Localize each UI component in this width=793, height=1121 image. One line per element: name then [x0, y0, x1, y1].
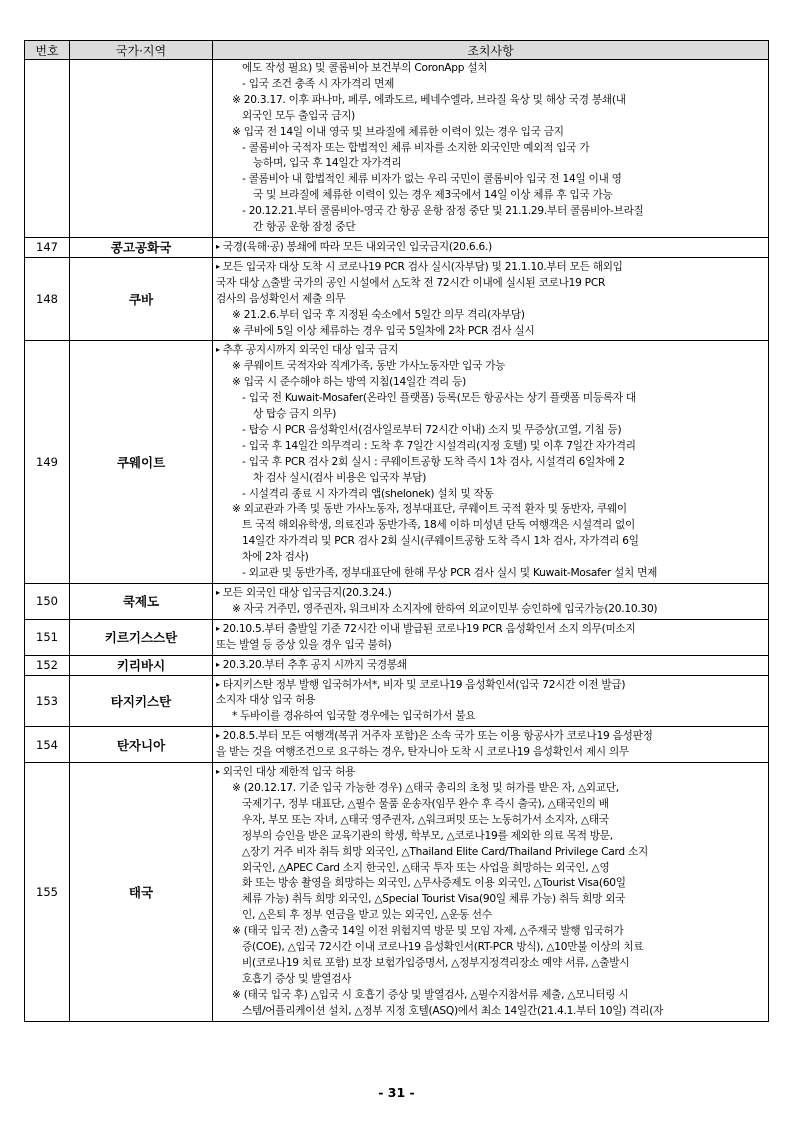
measure-line [216, 156, 764, 172]
measures-cell [213, 763, 769, 1022]
table-row [25, 257, 769, 341]
triangle-bullet-icon: ▸ [216, 241, 220, 251]
measure-line [216, 781, 764, 797]
measure-line [216, 956, 764, 972]
measure-line [216, 125, 764, 141]
measure-text: 스템/어플리케이션 설치, △정부 지정 호텔(ASQ)에서 최소 14일간(21.4.1.부터 10일) 격리(자 [242, 1004, 664, 1017]
measure-line [216, 276, 764, 292]
row-number: 152 [25, 655, 70, 675]
table-row [25, 60, 769, 238]
measure-line [216, 391, 764, 407]
measure-text: 14일간 자가격리 및 PCR 검사 2회 실시(쿠웨이트공항 도착 즉시 1차 검사, 자가격리 6일 [242, 535, 639, 548]
measure-text: ※ (20.12.17. 기준 입국 가능한 경우) △태국 총리의 초청 및 허가를 받은 자, △외교단, [232, 781, 619, 794]
table-row [25, 727, 769, 763]
table-row [25, 584, 769, 620]
measure-text: 검사의 음성확인서 제출 의무 [216, 292, 346, 305]
measure-text: 상 탑승 금지 의무) [253, 408, 337, 421]
measure-line [216, 239, 764, 256]
measure-line [216, 845, 764, 861]
header-no: 번호 [25, 41, 70, 60]
table-header-row [25, 41, 769, 60]
measure-text: 화 또는 방송 촬영을 희망하는 외국인, △무사증제도 이용 외국인, △Tourist Visa(60일 [242, 877, 626, 890]
table-row [25, 237, 769, 257]
measure-line [216, 550, 764, 566]
measure-line [216, 502, 764, 518]
measure-text: 외국인, △APEC Card 소지 한국인, △태국 투자 또는 사업을 희망하는 외국인, △영 [242, 861, 610, 874]
country-name: 쿡제도 [70, 584, 213, 620]
measure-text: 인, △은퇴 후 정부 연금을 받고 있는 외국인, △운동 선수 [242, 909, 492, 922]
measure-text: 우자, 부모 또는 자녀, △태국 영주권자, △워크퍼밋 또는 노동허가서 소지자, △태국 [242, 813, 609, 826]
measure-text: 능하며, 입국 후 14일간 자가격리 [253, 157, 402, 170]
measure-text: 국경(육해·공) 봉쇄에 따라 모든 내외국인 입국금지(20.6.6.) [222, 240, 492, 253]
measure-line [216, 518, 764, 534]
row-number: 154 [25, 727, 70, 763]
table-row [25, 675, 769, 727]
measure-text: - 입국 조건 충족 시 자가격리 면제 [242, 77, 395, 90]
measure-line [216, 109, 764, 125]
measure-line [216, 455, 764, 471]
measure-text: 비(코로나19 치료 포함) 보장 보험가입증명서, △정부지정격리장소 예약 서류, △출발시 [242, 956, 630, 969]
measure-line [216, 220, 764, 236]
table-row [25, 763, 769, 1022]
measure-line [216, 797, 764, 813]
measure-text: ※ 21.2.6.부터 입국 후 지정된 숙소에서 5일간 의무 격리(자부담) [232, 308, 525, 321]
measure-line [216, 1004, 764, 1020]
measure-text: 모든 입국자 대상 도착 시 코로나19 PCR 검사 실시(자부담) 및 21.1.10.부터 모든 해외입 [222, 260, 623, 273]
measure-line [216, 292, 764, 308]
measure-line [216, 359, 764, 375]
measure-text: 추후 공지시까지 외국인 대상 입국 금지 [222, 344, 399, 357]
header-measures: 조치사항 [213, 41, 769, 60]
measures-cell [213, 727, 769, 763]
measure-line [216, 308, 764, 324]
measure-text: - 입국 후 PCR 검사 2회 실시 : 쿠웨이트공항 도착 즉시 1차 검사, 시설격리 6일차에 2 [242, 455, 625, 468]
triangle-bullet-icon: ▸ [216, 767, 220, 777]
measures-table [24, 40, 769, 1022]
measure-line [216, 534, 764, 550]
measure-line [216, 324, 764, 340]
triangle-bullet-icon: ▸ [216, 345, 220, 355]
country-name: 쿠웨이트 [70, 341, 213, 584]
measures-cell [213, 655, 769, 675]
measure-line [216, 602, 764, 618]
table-body [25, 60, 769, 1022]
measure-line [216, 709, 764, 725]
table-row [25, 619, 769, 655]
measure-line [216, 728, 764, 745]
measure-line [216, 621, 764, 638]
measure-text: △장기 거주 비자 취득 희망 외국인, △Thailand Elite Card/Thailand Privilege Card 소지 [242, 845, 648, 858]
measure-line [216, 657, 764, 674]
table-row [25, 655, 769, 675]
triangle-bullet-icon: ▸ [216, 588, 220, 597]
measure-text: - 입국 후 14일간 의무격리 : 도착 후 7일간 시설격리(지정 호텔) 및 이후 7일간 자가격리 [242, 439, 636, 452]
country-name: 타지키스탄 [70, 675, 213, 727]
measure-text: - 콜롬비아 내 합법적인 체류 비자가 없는 우리 국민이 콜롬비아 입국 전 14일 이내 영 [242, 173, 622, 186]
measures-cell [213, 675, 769, 727]
measure-line [216, 876, 764, 892]
triangle-bullet-icon: ▸ [216, 623, 220, 633]
measure-line [216, 764, 764, 781]
measure-line [216, 861, 764, 877]
measure-line [216, 677, 764, 694]
measure-text: 정부의 승인을 받은 교육기관의 학생, 학부모, △코로나19를 제외한 의료 목적 방문, [242, 829, 613, 842]
measure-text: ※ 쿠웨이트 국적자와 직계가족, 동반 가사노동자만 입국 가능 [232, 360, 506, 373]
measure-line [216, 924, 764, 940]
country-name [70, 60, 213, 238]
measure-text: 체류 가능) 취득 희망 외국인, △Special Tourist Visa(90일 체류 가능) 취득 희망 외국 [242, 893, 626, 906]
row-number [25, 60, 70, 238]
row-number: 155 [25, 763, 70, 1022]
measure-text: 또는 발열 등 증상 있을 경우 입국 불허) [216, 638, 392, 651]
measure-line [216, 407, 764, 423]
measure-line [216, 487, 764, 503]
measure-text: 소지자 대상 입국 허용 [216, 694, 316, 707]
measure-line [216, 204, 764, 220]
measure-text: 차에 2차 검사) [242, 551, 309, 564]
measures-cell [213, 341, 769, 584]
triangle-bullet-icon: ▸ [216, 659, 220, 669]
measure-line [216, 141, 764, 157]
measure-line [216, 93, 764, 109]
measures-cell [213, 584, 769, 620]
measure-line [216, 972, 764, 988]
measure-line [216, 908, 764, 924]
measure-text: - 입국 전 Kuwait-Mosafer(온라인 플랫폼) 등록(모든 항공사는 상기 플랫폼 미등록자 대 [242, 392, 636, 405]
country-name: 콩고공화국 [70, 237, 213, 257]
measure-line [216, 172, 764, 188]
measure-line [216, 693, 764, 709]
measure-text: ※ 입국 시 준수해야 하는 방역 지침(14일간 격리 등) [232, 376, 467, 389]
measure-line [216, 342, 764, 359]
country-name: 키르기스스탄 [70, 619, 213, 655]
page-number: - 31 - [378, 1085, 415, 1100]
measure-line [216, 940, 764, 956]
table-row [25, 341, 769, 584]
measure-line [216, 375, 764, 391]
measure-text: ※ 쿠바에 5일 이상 체류하는 경우 입국 5일차에 2차 PCR 검사 실시 [232, 324, 535, 337]
header-country: 국가·지역 [70, 41, 213, 60]
measure-line [216, 988, 764, 1004]
row-number: 153 [25, 675, 70, 727]
measure-text: - 콜롬비아 국적자 또는 합법적인 체류 비자를 소지한 외국인만 예외적 입국 가 [242, 141, 590, 154]
measure-text: ※ (태국 입국 후) △입국 시 호흡기 증상 및 발열검사, △필수지참서류 제출, △모니터링 시 [232, 988, 629, 1001]
measure-line [216, 77, 764, 93]
row-number: 147 [25, 237, 70, 257]
measure-text: 호흡기 증상 및 발열검사 [242, 972, 352, 985]
measure-line [216, 439, 764, 455]
measure-text: - 20.12.21.부터 콜롬비아-영국 간 항공 운항 잠정 중단 및 21.1.29.부터 콜롬비아-브라질 [242, 205, 644, 218]
measure-text: - 탑승 시 PCR 음성확인서(검사일로부터 72시간 이내) 소지 및 무증상(고열, 기침 등) [242, 423, 622, 436]
row-number: 148 [25, 257, 70, 341]
measure-text: 증(COE), △입국 72시간 이내 코로나19 음성확인서(RT-PCR 방식), △10만불 이상의 치료 [242, 941, 644, 954]
row-number: 150 [25, 584, 70, 620]
measure-text: 국 및 브라질에 체류한 이력이 있는 경우 제3국에서 14일 이상 체류 후 입국 가능 [253, 189, 613, 202]
triangle-bullet-icon: ▸ [216, 731, 220, 741]
triangle-bullet-icon: ▸ [216, 261, 220, 271]
measure-text: 20.3.20.부터 추후 공지 시까지 국경봉쇄 [222, 658, 407, 671]
measure-text: 간 항공 운항 잠정 중단 [253, 221, 356, 234]
measure-line [216, 745, 764, 761]
measure-text: 외국인 대상 제한적 입국 허용 [222, 766, 356, 779]
measure-text: 모든 외국인 대상 입국금지(20.3.24.) [222, 587, 392, 599]
measure-text: - 외교관 및 동반가족, 정부대표단에 한해 무상 PCR 검사 실시 및 Kuwait-Mosafer 설치 면제 [242, 567, 658, 580]
measure-line [216, 585, 764, 602]
measure-line [216, 259, 764, 276]
row-number: 149 [25, 341, 70, 584]
measure-line [216, 566, 764, 582]
country-name: 탄자니아 [70, 727, 213, 763]
measure-text: 트 국적 해외유학생, 의료진과 동반가족, 18세 이하 미성년 단독 여행객은 시설격리 없이 [242, 519, 635, 532]
measure-line [216, 188, 764, 204]
measure-text: ※ 20.3.17. 이후 파나마, 페루, 에콰도르, 베네수엘라, 브라질 육상 및 해상 국경 봉쇄(내 [232, 93, 626, 106]
measure-line [216, 423, 764, 439]
measures-cell [213, 237, 769, 257]
measure-line [216, 813, 764, 829]
measure-line [216, 829, 764, 845]
measures-cell [213, 257, 769, 341]
measure-text: 차 검사 실시(검사 비용은 입국자 부담) [253, 471, 427, 484]
country-name: 키리바시 [70, 655, 213, 675]
measure-text: * 두바이를 경유하여 입국할 경우에는 입국허가서 불요 [232, 710, 476, 723]
measure-text: 에도 작성 필요) 및 콜롬비아 보건부의 CoronApp 설치 [242, 62, 488, 74]
triangle-bullet-icon: ▸ [216, 679, 220, 689]
measure-line [216, 61, 764, 77]
country-name: 태국 [70, 763, 213, 1022]
measure-text: 국제기구, 정부 대표단, △필수 물품 운송자(임무 완수 후 즉시 출국), △태국인의 배 [242, 797, 609, 810]
measure-text: 국자 대상 △출발 국가의 공인 시설에서 △도착 전 72시간 이내에 실시된 코로나19 PCR [216, 276, 606, 289]
measure-text: ※ 입국 전 14일 이내 영국 및 브라질에 체류한 이력이 있는 경우 입국 금지 [232, 125, 564, 138]
measure-line [216, 471, 764, 487]
measure-text: 외국인 모두 출입국 금지) [242, 109, 356, 122]
measure-text: ※ 외교관과 가족 및 동반 가사노동자, 정부대표단, 쿠웨이트 국적 환자 및 동반자, 쿠웨이 [232, 503, 627, 516]
measure-text: - 시설격리 종료 시 자가격리 앱(shelonek) 설치 및 작동 [242, 487, 494, 500]
measure-text: ※ (태국 입국 전) △출국 14일 이전 위험지역 방문 및 모임 자제, △주재국 발행 입국허가 [232, 925, 624, 938]
measure-line [216, 892, 764, 908]
measure-text: 을 받는 것을 여행조건으로 요구하는 경우, 탄자니아 도착 시 코로나19 음성확인서 제시 의무 [216, 746, 629, 759]
measures-cell [213, 619, 769, 655]
measure-text: 20.10.5.부터 출발일 기준 72시간 이내 발급된 코로나19 PCR 음성확인서 소지 의무(미소지 [222, 622, 636, 635]
measure-line [216, 638, 764, 654]
measure-text: 타지키스탄 정부 발행 입국허가서*, 비자 및 코로나19 음성확인서(입국 72시간 이전 발급) [222, 678, 626, 691]
row-number: 151 [25, 619, 70, 655]
measures-cell [213, 60, 769, 238]
country-name: 쿠바 [70, 257, 213, 341]
measure-text: 20.8.5.부터 모든 여행객(복귀 거주자 포함)은 소속 국가 또는 이용 항공사가 코로나19 음성판정 [222, 730, 653, 743]
measure-text: ※ 자국 거주민, 영주권자, 워크비자 소지자에 한하여 외교이민부 승인하에 입국가능(20.10.30) [232, 602, 658, 615]
